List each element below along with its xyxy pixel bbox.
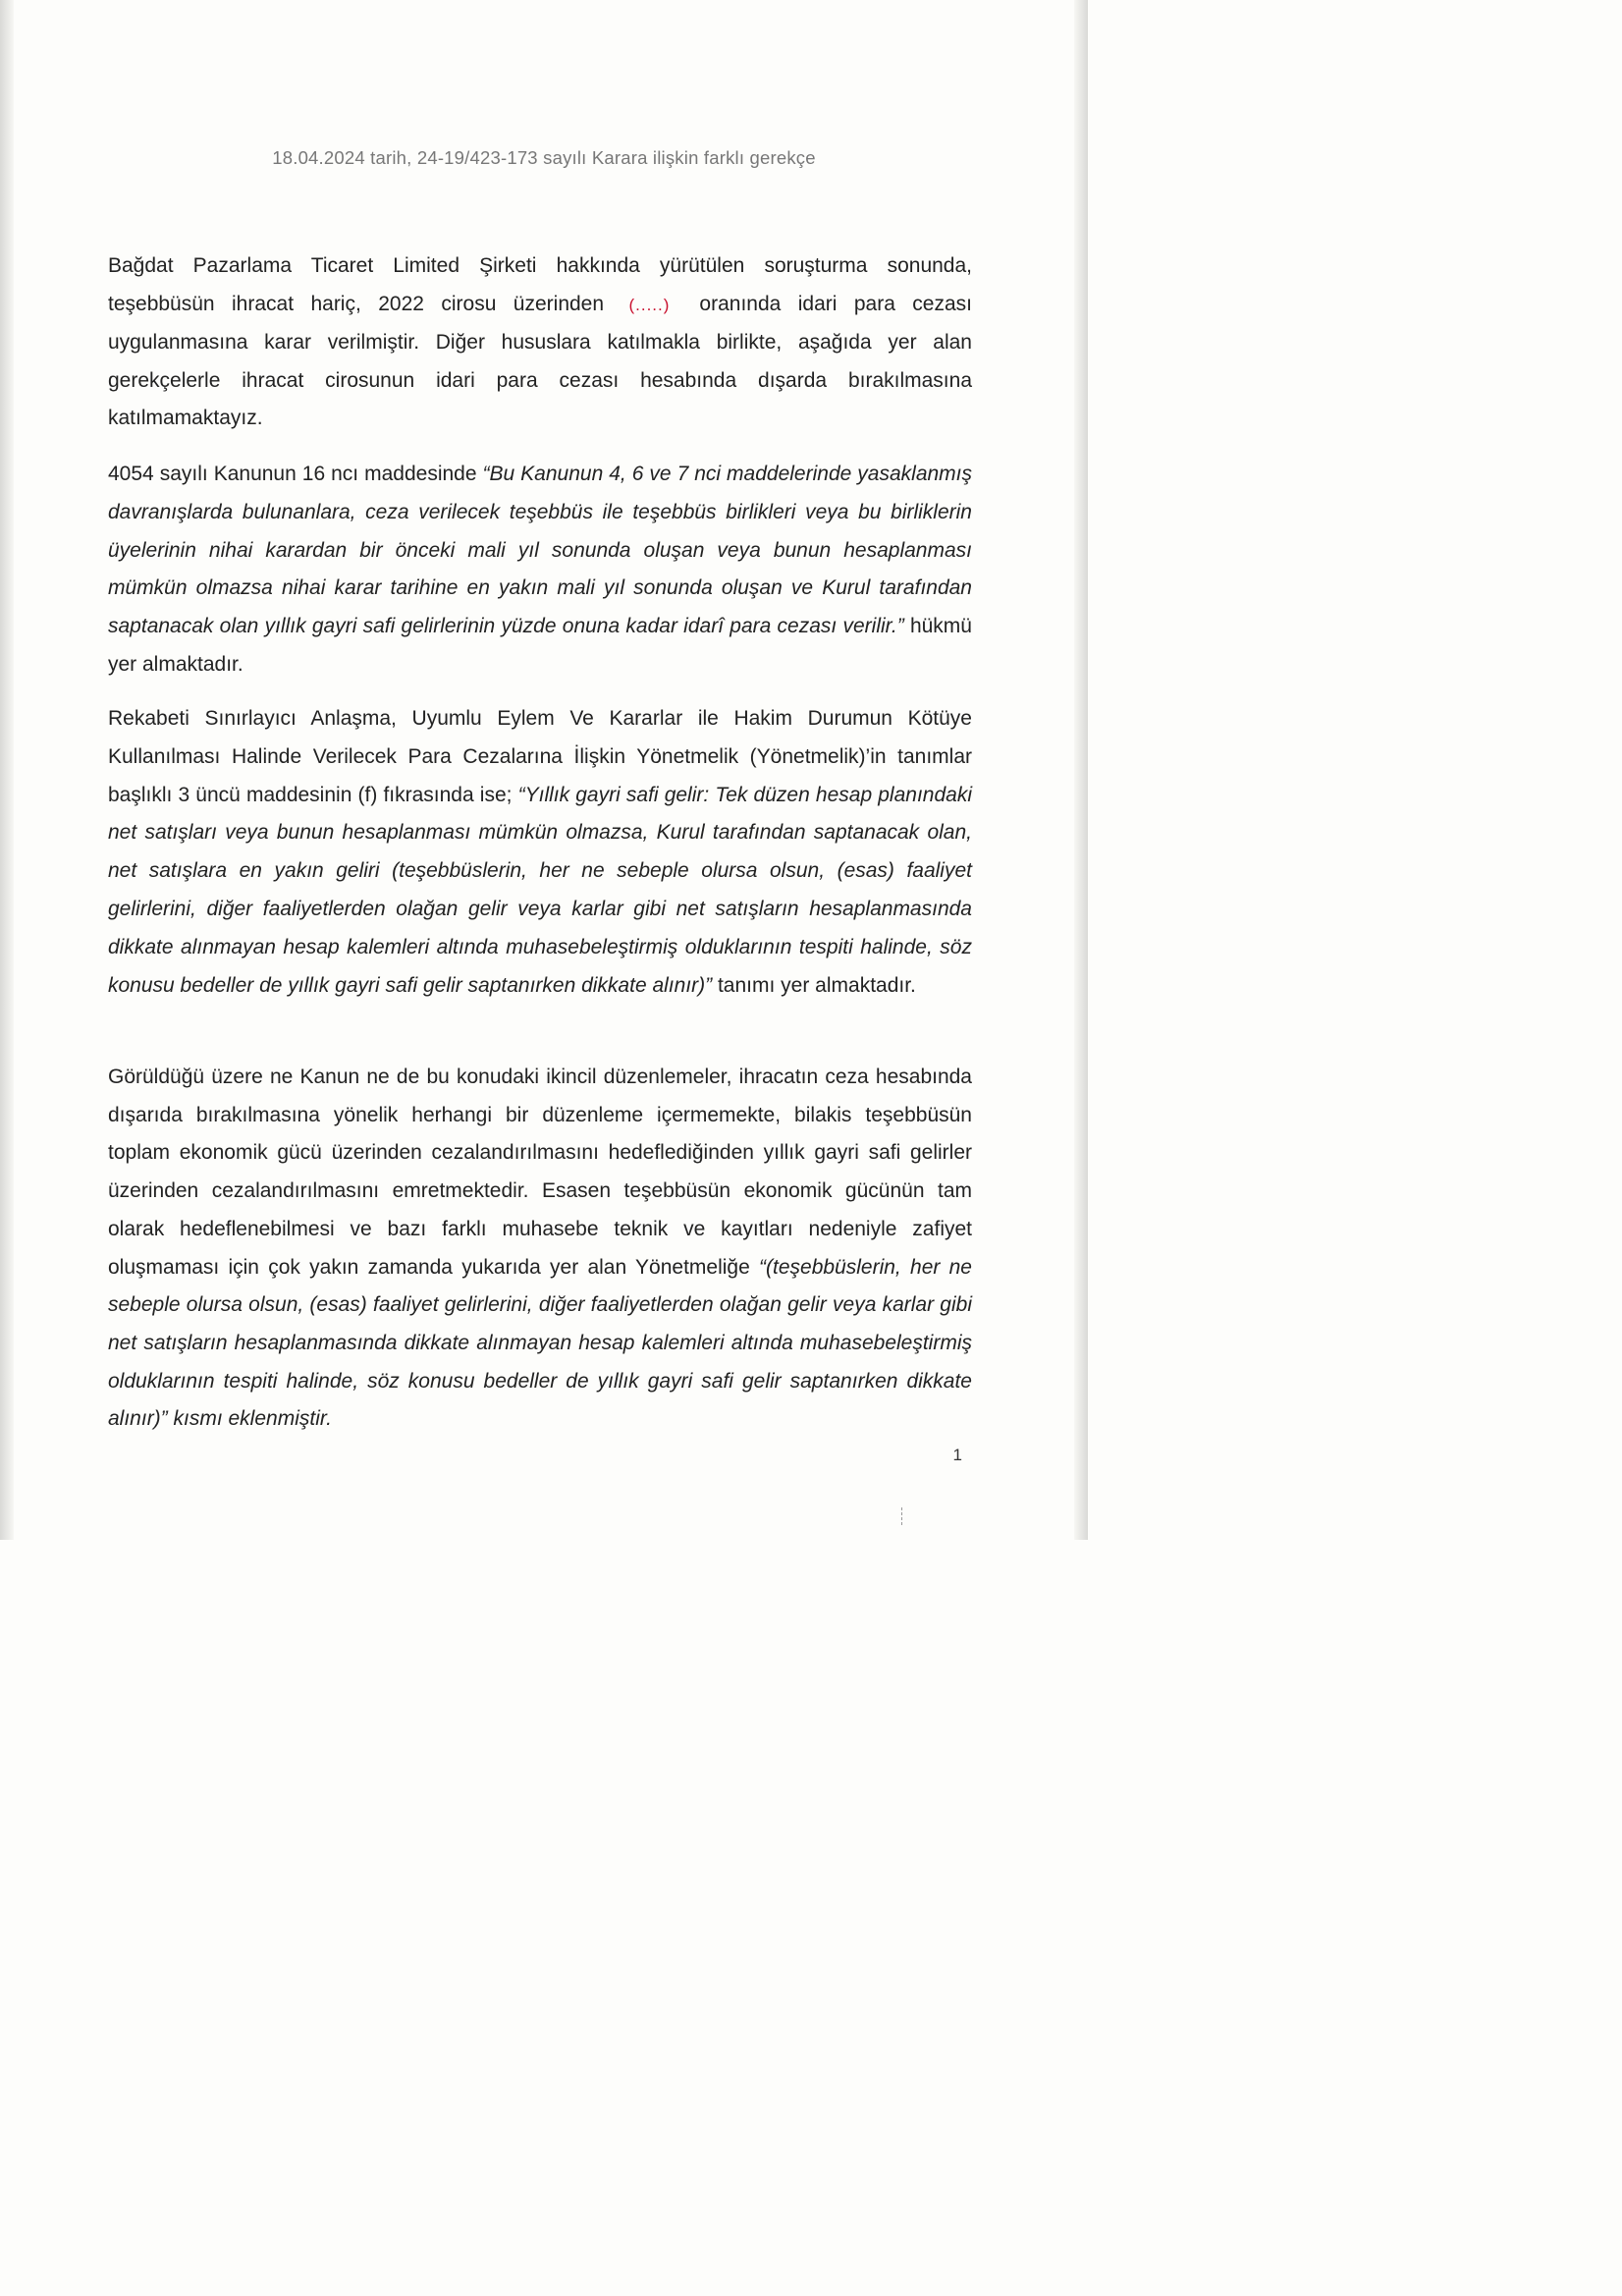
paragraph-4-intro: Görüldüğü üzere ne Kanun ne de bu konudaki ikincil düzenlemeler, ihracatın ceza hesabında dışarıda bırakılmasına yönelik herhangi bir düzenleme içermemekte, bilakis teşebbüsün toplam ekonomik gücü üzerinden cezalandırılmasını hedeflediğinden yıllık gayri safi gelirler üzerinden cezalandırılmasını emretmektedir. Esasen teşebbüsün ekonomik gücünün tam olarak hedeflenebilmesi ve bazı farklı muhasebe teknik ve kayıtları nedeniyle zafiyet oluşmaması için çok yakın zamanda yukarıda yer alan Yönetmeliğe: [108, 1066, 972, 1279]
document-title: 18.04.2024 tarih, 24-19/423-173 sayılı Karara ilişkin farklı gerekçe: [272, 147, 816, 168]
paragraph-1-text-a: Bağdat Pazarlama Ticaret Limited Şirketi hakkında yürütülen soruşturma sonunda, teşebbüsün ihracat hariç, 2022 cirosu üzerinden: [108, 254, 972, 315]
page-number: 1: [952, 1446, 962, 1464]
scan-mark: [901, 1507, 903, 1525]
redaction-marker: (.....): [628, 295, 671, 314]
paragraph-3: [108, 700, 972, 1005]
paragraph-2-outro: hükmü yer almaktadır.: [108, 615, 972, 676]
scan-edge-right: [1074, 0, 1088, 1540]
paragraph-3-regulation-quote: “Yıllık gayri safi gelir: Tek düzen hesap planındaki net satışları veya bunun hesaplanması mümkün olmazsa, Kurul tarafından saptanacak olan, net satışlara en yakın geliri (teşebbüslerin, her ne sebeple olursa olsun, (esas) faaliyet gelirlerini, diğer faaliyetlerden olağan gelir veya karlar gibi net satışların hesaplanmasında dikkate alınmayan hesap kalemleri altında muhasebeleştirmiş olduklarının tespiti halinde, söz konusu bedeller de yıllık gayri safi gelir saptanırken dikkate alınır)”: [108, 783, 972, 997]
paragraph-3-outro: tanımı yer almaktadır.: [712, 973, 916, 997]
document-page: [0, 0, 1088, 1540]
paragraph-4-amendment-quote: “(teşebbüslerin, her ne sebeple olursa olsun, (esas) faaliyet gelirlerini, diğer faaliyetlerden olağan gelir veya karlar gibi net satışların hesaplanmasında dikkate alınmayan hesap kalemleri altında muhasebeleştirmiş olduklarının tespiti halinde, söz konusu bedeller de yıllık gayri safi gelir saptanırken dikkate alınır)” kısmı eklenmiştir.: [108, 1255, 972, 1431]
paragraph-2-law-quote: “Bu Kanunun 4, 6 ve 7 nci maddelerinde yasaklanmış davranışlarda bulunanlara, ceza verilecek teşebbüs ile teşebbüs birlikleri veya bu birliklerin üyelerinin nihai karardan bir önceki mali yıl sonunda oluşan veya bunun hesaplanması mümkün olmazsa nihai karar tarihine en yakın mali yıl sonunda oluşan ve Kurul tarafından saptanacak olan yıllık gayri safi gelirlerinin yüzde onuna kadar idarî para cezası verilir.”: [108, 463, 973, 638]
paragraph-3-intro: Rekabeti Sınırlayıcı Anlaşma, Uyumlu Eylem Ve Kararlar ile Hakim Durumun Kötüye Kullanılması Halinde Verilecek Para Cezalarına İlişkin Yönetmelik (Yönetmelik)’in tanımlar başlıklı 3 üncü maddesinin (f) fıkrasında ise;: [108, 707, 972, 806]
paragraph-2: [108, 456, 972, 684]
paragraph-1: [108, 247, 972, 438]
paragraph-4: [108, 1059, 972, 1439]
paragraph-2-intro: 4054 sayılı Kanunun 16 ncı maddesinde: [108, 463, 483, 485]
paragraph-1-text-b: oranında idari para cezası uygulanmasına karar verilmiştir. Diğer hususlara katılmakla birlikte, aşağıda yer alan gerekçelerle ihracat cirosunun idari para cezası hesabında dışarda bırakılmasına katılmamaktayız.: [108, 292, 972, 429]
scan-edge-left: [0, 0, 14, 1540]
